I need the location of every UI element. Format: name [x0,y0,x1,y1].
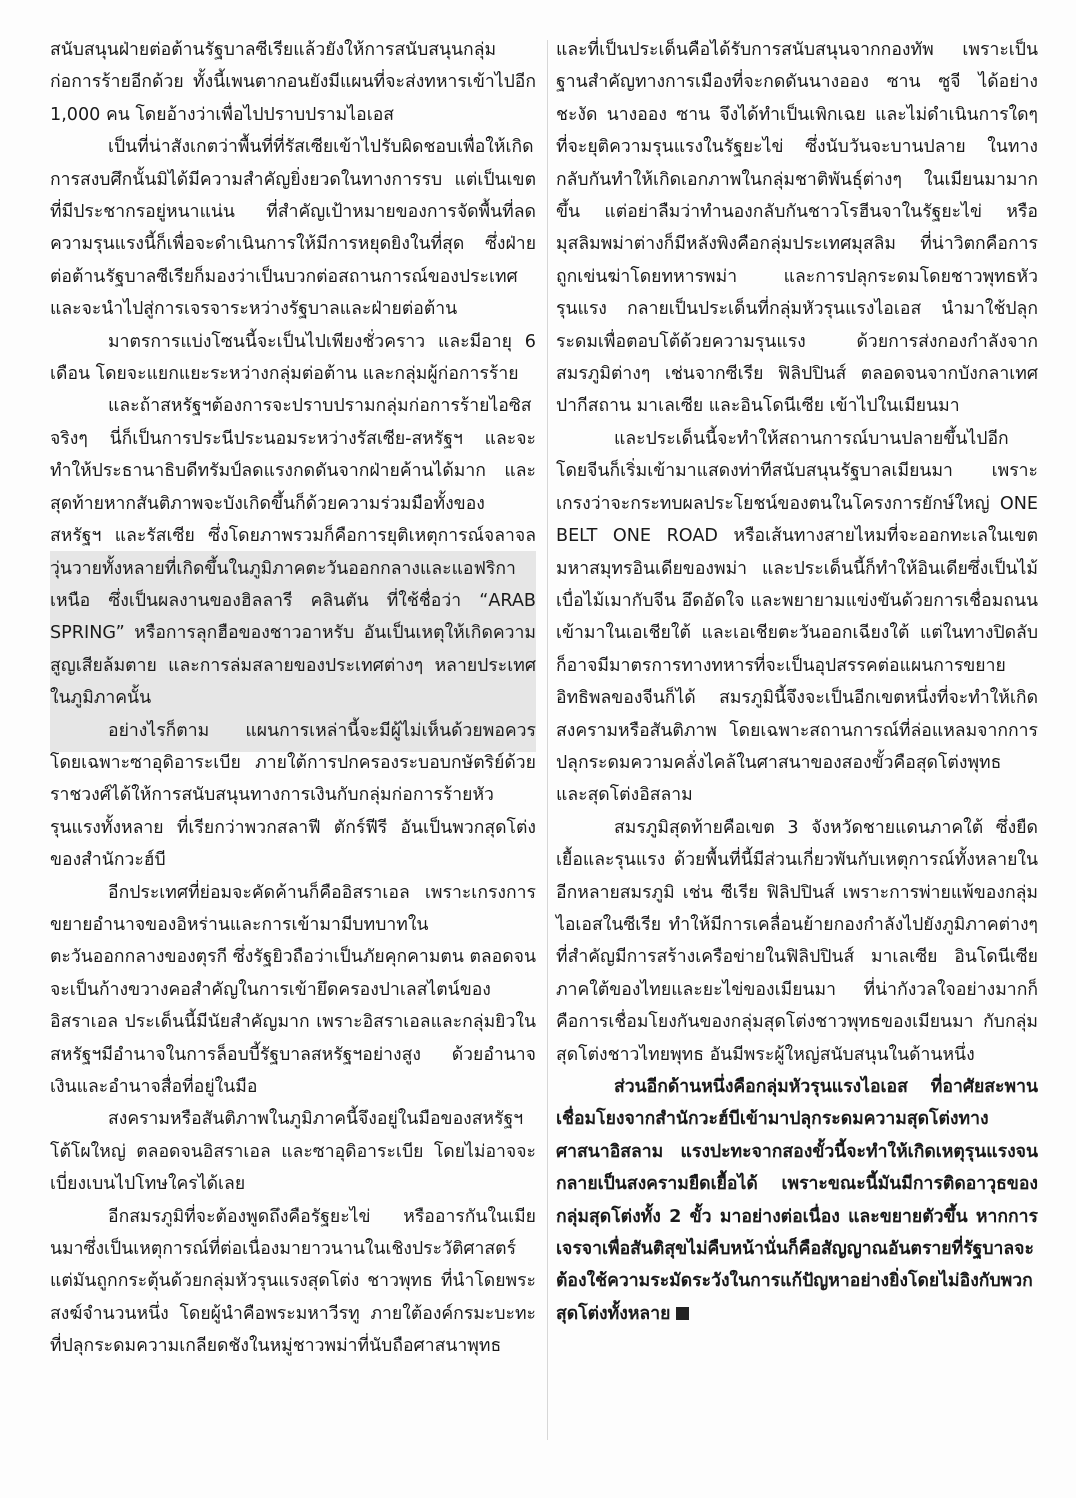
paragraph: มาตรการแบ่งโซนนี้จะเป็นไปเพียงชั่วคราว และมีอายุ 6 เดือน โดยจะแยกแยะระหว่างกลุ่มต่อต้าน และกลุ่มผู้ก่อการร้าย [50,331,536,385]
paragraph: สมรภูมิสุดท้ายคือเขต 3 จังหวัดชายแดนภาคใต้ ซึ่งยืดเยื้อและรุนแรง ด้วยพื้นที่นี้มีส่วนเกี่ยวพันกับเหตุการณ์ทั้งหลายในอีกหลายสมรภูมิ เช่น ซีเรีย ฟิลิปปินส์ เพราะการพ่ายแพ้ของกลุ่มไอเอสในซีเรีย ทำให้มีการเคลื่อนย้ายกองกำลังไปยังภูมิภาคต่างๆ ที่สำคัญมีการสร้างเครือข่ายในฟิลิปปินส์ มาเลเซีย อินโดนีเซีย ภาคใต้ของไทยและยะไข่ของเมียนมา ที่น่ากังวลใจอย่างมากก็คือการเชื่อมโยงกันของกลุ่มสุดโต่งชาวพุทธของเมียนมา กับกลุ่มสุดโต่งชาวไทยพุทธ อันมีพระผู้ใหญ่สนับสนุนในด้านหนึ่ง [556,817,1038,1065]
paragraph: อีกสมรภูมิที่จะต้องพูดถึงคือรัฐยะไข่ หรืออารกันในเมียนมาซึ่งเป็นเหตุการณ์ที่ต่อเนื่องมายาวนานในเชิงประวัติศาสตร์ แต่มันถูกกระตุ้นด้วยกลุ่มหัวรุนแรงสุดโต่ง ชาวพุทธ ที่นำโดยพระสงฆ์จำนวนหนึ่ง โดยผู้นำคือพระมหาวีรทู ภายใต้องค์กรมะบะทะที่ปลุกระดมความเกลียดชังในหมู่ชาวพม่าที่นับถือศาสนาพุทธ [50,1206,536,1357]
column-divider [547,40,548,1440]
closing-paragraph-text: ส่วนอีกด้านหนึ่งคือกลุ่มหัวรุนแรงไอเอส ที่อาศัยสะพานเชื่อมโยงจากสำนักวะฮ์บีเข้ามาปลุกระดมความสุดโต่งทางศาสนาอิสลาม แรงปะทะจากสองขั้วนี้จะทำให้เกิดเหตุรุนแรงจนกลายเป็นสงครามยืดเยื้อได้ เพราะขณะนี้มันมีการติดอาวุธของกลุ่มสุดโต่งทั้ง 2 ขั้ว มาอย่างต่อเนื่อง และขยายตัวขึ้น หากการเจรจาเพื่อสันติสุขไม่คืบหน้านั่นก็คือสัญญาณอันตรายที่รัฐบาลจะต้องใช้ความระมัดระวังในการแก้ปัญหาอย่างยิ่งโดยไม่อิงกับพวกสุดโต่งทั้งหลาย [556,1077,1038,1324]
right-column [556,34,1038,1330]
paragraph: อย่างไรก็ตาม แผนการเหล่านี้จะมีผู้ไม่เห็นด้วยพอควร โดยเฉพาะซาอุดิอาระเบีย ภายใต้การปกครองระบอบกษัตริย์ด้วยราชวงศ์ได้ให้การสนับสนุนทางการเงินกับกลุ่มก่อการร้ายหัวรุนแรงทั้งหลาย ที่เรียกว่าพวกสลาฟี ตักร์ฟีรี อันเป็นพวกสุดโต่งของสำนักวะฮ์บี [50,720,536,871]
closing-paragraph [556,1071,1038,1330]
paragraph: เป็นที่น่าสังเกตว่าพื้นที่ที่รัสเซียเข้าไปรับผิดชอบเพื่อให้เกิดการสงบศึกนั้นมิได้มีความสำคัญยิ่งยวดในทางการรบ แต่เป็นเขตที่มีประชากรอยู่หนาแน่น ที่สำคัญเป้าหมายของการจัดพื้นที่ลดความรุนแรงนี้ก็เพื่อจะดำเนินการให้มีการหยุดยิงในที่สุด ซึ่งฝ่ายต่อต้านรัฐบาลซีเรียก็มองว่าเป็นบวกต่อสถานการณ์ของประเทศและจะนำไปสู่การเจรจาระหว่างรัฐบาลและฝ่ายต่อต้าน [50,137,536,320]
end-of-article-square-icon [676,1307,689,1320]
paragraph: และถ้าสหรัฐฯต้องการจะปราบปรามกลุ่มก่อการร้ายไอซิสจริงๆ นี่ก็เป็นการประนีประนอมระหว่างรัสเซีย-สหรัฐฯ และจะทำให้ประธานาธิบดีทรัมป์ลดแรงกดดันจากฝ่ายค้านได้มาก และสุดท้ายหากสันติภาพจะบังเกิดขึ้นก็ด้วยความร่วมมือทั้งของสหรัฐฯ และรัสเซีย ซึ่งโดยภาพรวมก็คือการยุติเหตุการณ์จลาจลวุ่นวายทั้งหลายที่เกิดขึ้นในภูมิภาคตะวันออกกลางและแอฟริกาเหนือ ซึ่งเป็นผลงานของฮิลลารี คลินตัน ที่ใช้ชื่อว่า “ARAB SPRING” หรือการลุกฮือของชาวอาหรับ อันเป็นเหตุให้เกิดความสูญเสียล้มตาย และการล่มสลายของประเทศต่างๆ หลายประเทศในภูมิภาคนั้น [50,396,536,709]
paragraph: และที่เป็นประเด็นคือได้รับการสนับสนุนจากกองทัพ เพราะเป็นฐานสำคัญทางการเมืองที่จะกดดันนางออง ซาน ซูจี ได้อย่างชะงัด นางออง ซาน จึงได้ทำเป็นเพิกเฉย และไม่ดำเนินการใดๆ ที่จะยุติความรุนแรงในรัฐยะไข่ ซึ่งนับวันจะบานปลาย ในทางกลับกันทำให้เกิดเอกภาพในกลุ่มชาติพันธุ์ต่างๆ ในเมียนมามากขึ้น แต่อย่าลืมว่าทำนองกลับกันชาวโรฮีนจาในรัฐยะไข่ หรือมุสลิมพม่าต่างก็มีหลังพิงคือกลุ่มประเทศมุสลิม ที่น่าวิตกคือการถูกเข่นฆ่าโดยทหารพม่า และการปลุกระดมโดยชาวพุทธหัวรุนแรง กลายเป็นประเด็นที่กลุ่มหัวรุนแรงไอเอส นำมาใช้ปลุกระดมเพื่อตอบโต้ด้วยความรุนแรง ด้วยการส่งกองกำลังจากสมรภูมิต่างๆ เช่นจากซีเรีย ฟิลิปปินส์ ตลอดจนจากบังกลาเทศ ปากีสถาน มาเลเซีย และอินโดนีเซีย เข้าไปในเมียนมา [556,40,1038,417]
left-column [50,34,536,1363]
paragraph: สงครามหรือสันติภาพในภูมิภาคนี้จึงอยู่ในมือของสหรัฐฯ โต้โผใหญ่ ตลอดจนอิสราเอล และซาอุดิอาระเบีย โดยไม่อาจจะเบี่ยงเบนไปโทษใครได้เลย [50,1109,536,1195]
paragraph: และประเด็นนี้จะทำให้สถานการณ์บานปลายขึ้นไปอีก โดยจีนก็เริ่มเข้ามาแสดงท่าทีสนับสนุนรัฐบาลเมียนมา เพราะเกรงว่าจะกระทบผลประโยชน์ของตนในโครงการยักษ์ใหญ่ ONE BELT ONE ROAD หรือเส้นทางสายไหมที่จะออกทะเลในเขตมหาสมุทรอินเดียของพม่า และประเด็นนี้ก็ทำให้อินเดียซึ่งเป็นไม้เบื่อไม้เมากับจีน อึดอัดใจ และพยายามแข่งขันด้วยการเชื่อมถนนเข้ามาในเอเชียใต้ และเอเชียตะวันออกเฉียงใต้ แต่ในทางปิดลับก็อาจมีมาตรการทางทหารที่จะเป็นอุปสรรคต่อแผนการขยายอิทธิพลของจีนก็ได้ สมรภูมินี้จึงจะเป็นอีกเขตหนึ่งที่จะทำให้เกิดสงครามหรือสันติภาพ โดยเฉพาะสถานการณ์ที่ล่อแหลมจากการปลุกระดมความคลั่งไคล้ในศาสนาของสองขั้วคือสุดโต่งพุทธ และสุดโต่งอิสลาม [556,428,1038,806]
paragraph: สนับสนุนฝ่ายต่อต้านรัฐบาลซีเรียแล้วยังให้การสนับสนุนกลุ่มก่อการร้ายอีกด้วย ทั้งนี้เพนตากอนยังมีแผนที่จะส่งทหารเข้าไปอีก 1,000 คน โดยอ้างว่าเพื่อไปปราบปรามไอเอส [50,40,536,125]
paragraph: อีกประเทศที่ย่อมจะคัดค้านก็คืออิสราเอล เพราะเกรงการขยายอำนาจของอิหร่านและการเข้ามามีบทบาทในตะวันออกกลางของตุรกี ซึ่งรัฐยิวถือว่าเป็นภัยคุกคามตน ตลอดจนจะเป็นก้างขวางคอสำคัญในการเข้ายึดครองปาเลสไตน์ของอิสราเอล ประเด็นนี้มีนัยสำคัญมาก เพราะอิสราเอลและกลุ่มยิวในสหรัฐฯมีอำนาจในการล็อบบี้รัฐบาลสหรัฐฯอย่างสูง ด้วยอำนาจเงินและอำนาจสื่อที่อยู่ในมือ [50,882,536,1097]
